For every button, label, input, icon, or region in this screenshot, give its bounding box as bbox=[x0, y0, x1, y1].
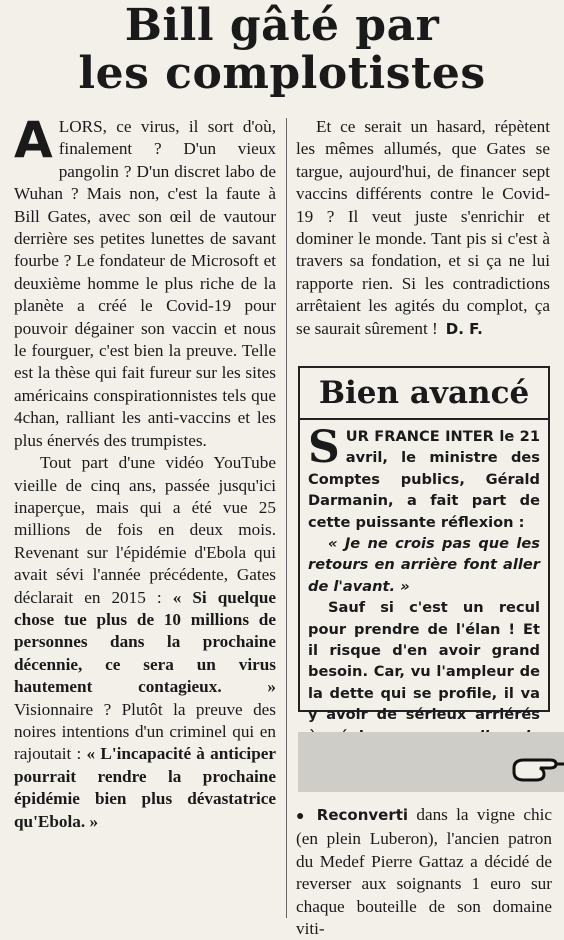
left-paragraph-1 bbox=[14, 111, 276, 452]
brief-lead: Reconverti bbox=[316, 806, 409, 824]
sidebar-box bbox=[298, 366, 550, 724]
column-divider bbox=[286, 118, 287, 918]
box-intro: UR FRANCE INTER le 21 avril, le ministre des Comptes publics, Gérald Darmanin, a fait part de cette puissante réflexion : bbox=[308, 428, 540, 531]
box-paragraph-1 bbox=[308, 422, 540, 533]
drop-cap: A bbox=[14, 111, 53, 169]
right-column bbox=[296, 116, 550, 340]
left-paragraph-1-text: LORS, ce virus, il sort d'où, finalement ? D'un vieux pangolin ? D'un discret labo de Wuhan ? Mais non, c'est la faute à Bill Gates, avec son œil de vautour derrière ses petites lunettes de savant fourbe ? Le fondateur de Microsoft et deuxième homme le plus riche de la planète a créé le Covid-19 pour pouvoir dégainer son vaccin et nous le fourguer, c'est bien la preuve. Telle est la thèse qui fait fureur sur les sites américains conspirationnistes tels que 4chan, ralliant les anti-vaccins et les plus énervés des trumpistes. bbox=[14, 117, 276, 450]
brief-text: dans la vigne chic (en plein Luberon), l'ancien patron du Medef Pierre Gattaz a décidé de reverser aux soignants 1 euro sur chaque bouteille de son domaine viti- bbox=[296, 805, 552, 939]
pointing-hand-icon bbox=[510, 748, 564, 782]
left-paragraph-2-text-a: Tout part d'une vidéo YouTube vieille de cinq ans, passée jusqu'ici inaperçue, mais qui a été vue 25 millions de fois en deux mois. Revenant sur l'épidémie d'Ebola qui avait sévi l'année précédente, Gates déclarait en 2015 : bbox=[14, 453, 276, 607]
news-brief bbox=[296, 804, 552, 940]
headline-line-1: Bill gâté par bbox=[124, 0, 440, 51]
gates-quote-2: « L'incapacité à anticiper pourrait rendre la prochaine épidémie bien plus dévastatrice qu'Ebola. » bbox=[14, 744, 277, 831]
box-body bbox=[308, 422, 540, 769]
article-headline bbox=[0, 2, 564, 98]
left-column bbox=[14, 111, 277, 833]
left-paragraph-2 bbox=[14, 452, 276, 833]
box-paragraph-2-text: Sauf si c'est un recul pour prendre de l'élan ! Et il risque d'en avoir grand besoin. Car, vu l'ampleur de la dette qui se profile, il va y avoir de sérieux arriérés bbox=[308, 599, 540, 724]
headline-line-2: les complotistes bbox=[78, 48, 486, 99]
box-title: Bien avancé bbox=[300, 374, 548, 420]
right-paragraph-text: Et ce serait un hasard, répètent les mêmes allumés, que Gates se targue, aujourd'hui, de financer sept vaccins différents contre le Covid-19 ? Il veut juste s'enrichir et dominer le monde. Tant pis si c'est à travers sa fondation, et si ça ne lui rapporte rien. Si les contradictions arrêtaient les agités du complot, ça se saurait sûrement ! bbox=[296, 117, 550, 338]
left-paragraph-2-text-b: Visionnaire ? Plutôt la preuve des noires intentions d'un criminel qui en rajoutait : bbox=[14, 699, 276, 764]
box-drop-cap: S bbox=[308, 422, 340, 473]
author-signature: D. F. bbox=[445, 319, 483, 338]
right-paragraph bbox=[296, 116, 550, 340]
gates-quote-1: « Si quelque chose tue plus de 10 millions de personnes dans la prochaine décennie, ce sera un virus hautement contagieux. » bbox=[14, 587, 277, 697]
darmanin-quote: « Je ne crois pas que les retours en arrière font aller de l'avant. » bbox=[308, 535, 540, 595]
bullet-icon: ● bbox=[296, 809, 309, 824]
